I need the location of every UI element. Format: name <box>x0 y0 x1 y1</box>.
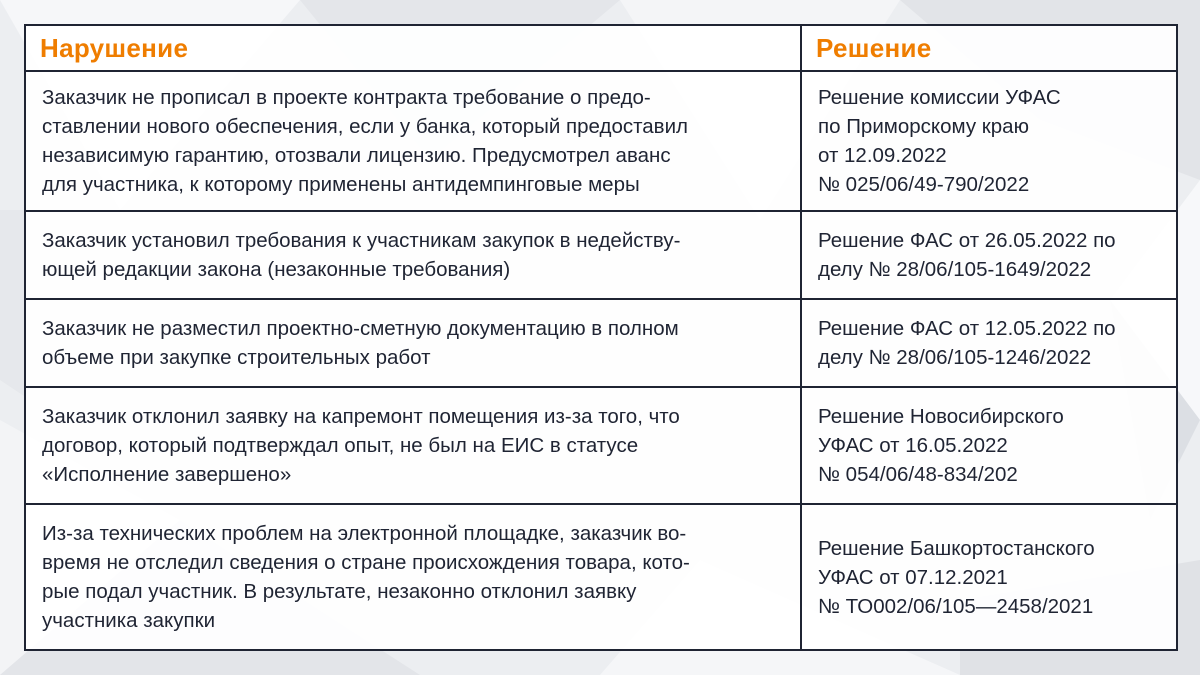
decision-cell <box>801 504 1177 650</box>
table-row <box>25 71 1177 211</box>
violation-cell <box>25 299 801 387</box>
violation-cell <box>25 71 801 211</box>
table-header-row <box>25 25 1177 71</box>
violation-text: Из-за технических проблем на электронной площадке, заказчик во- время не отследил сведения о стране происхождения товара, кото- рые подал участник. В результате, незаконно отклонил заявку участника закупки <box>42 522 690 632</box>
violation-text: Заказчик не прописал в проекте контракта требование о предо- ставлении нового обеспечения, если у банка, который предоставил независимую гарантию, отозвали лицензию. Предусмотрел аванс для участника, к которому применены антидемпинговые меры <box>42 86 688 196</box>
table-row <box>25 387 1177 504</box>
decision-cell <box>801 299 1177 387</box>
decision-text: Решение Новосибирского УФАС от 16.05.2022 № 054/06/48-834/202 <box>818 405 1064 486</box>
header-decision: Решение <box>801 25 1177 71</box>
decision-text: Решение ФАС от 26.05.2022 по делу № 28/06/105-1649/2022 <box>818 229 1116 281</box>
decision-cell <box>801 211 1177 299</box>
header-violation: Нарушение <box>25 25 801 71</box>
decision-text: Решение комиссии УФАС по Приморскому краю от 12.09.2022 № 025/06/49-790/2022 <box>818 86 1061 196</box>
violation-cell <box>25 387 801 504</box>
violation-text: Заказчик не разместил проектно-сметную документацию в полном объеме при закупке строительных работ <box>42 317 679 369</box>
table-row <box>25 211 1177 299</box>
decision-text: Решение Башкортостанского УФАС от 07.12.2021 № ТО002/06/105—2458/2021 <box>818 536 1095 618</box>
decision-cell <box>801 71 1177 211</box>
decisions-table-wrapper <box>24 24 1176 651</box>
violation-text: Заказчик отклонил заявку на капремонт помещения из-за того, что договор, который подтверждал опыт, не был на ЕИС в статусе «Исполнение завершено» <box>42 405 680 486</box>
violations-decisions-table <box>24 24 1178 651</box>
violation-cell <box>25 211 801 299</box>
violation-text: Заказчик установил требования к участникам закупок в недейству- ющей редакции закона (незаконные требования) <box>42 229 681 281</box>
decision-text: Решение ФАС от 12.05.2022 по делу № 28/06/105-1246/2022 <box>818 317 1116 369</box>
decision-cell <box>801 387 1177 504</box>
violation-cell <box>25 504 801 650</box>
table-row <box>25 299 1177 387</box>
table-row <box>25 504 1177 650</box>
